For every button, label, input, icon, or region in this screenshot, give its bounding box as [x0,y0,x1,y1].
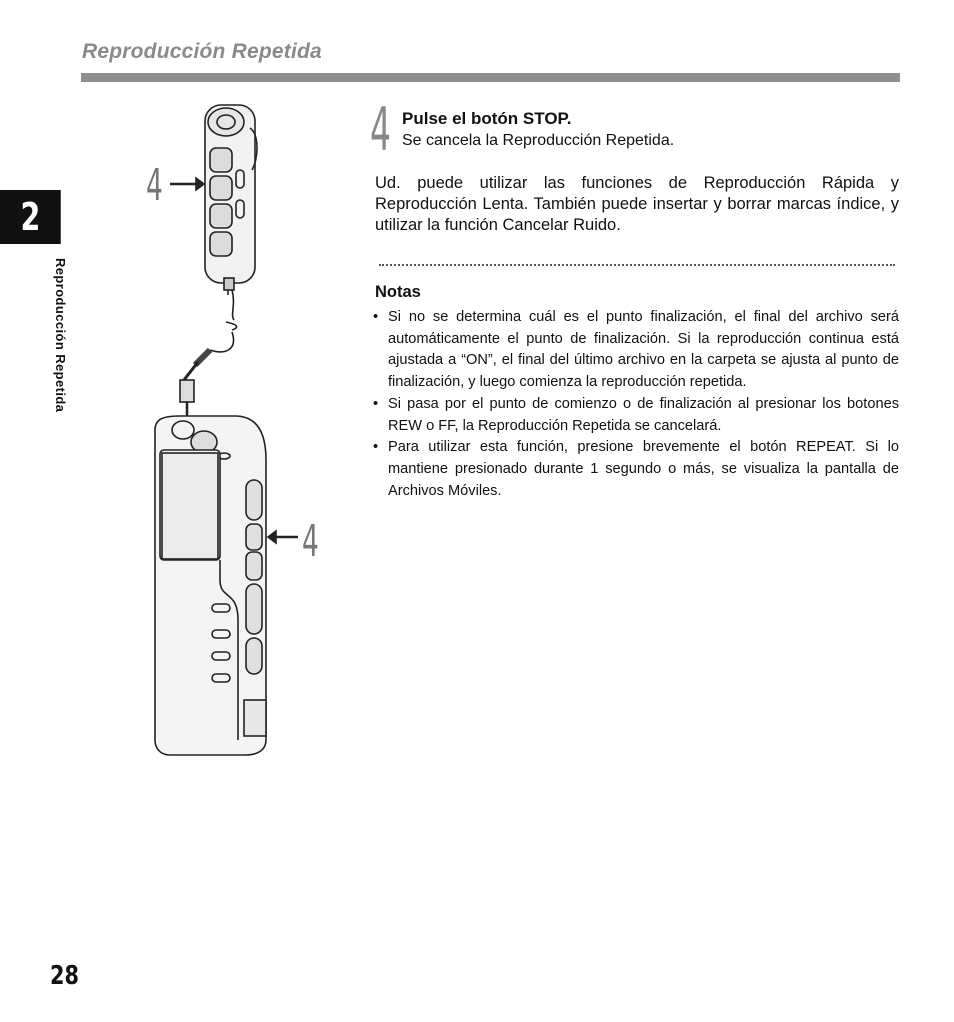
recorder-remote-illustration [140,100,370,760]
notes-heading: Notas [375,283,421,301]
note-item [373,307,899,394]
bullet-icon: • [373,395,379,412]
callout-number-bottom: 4 [302,514,319,567]
chapter-tab: 2 [0,190,61,244]
page-number: 28 [50,961,79,991]
voice-recorder-image [155,416,266,755]
cable-image [210,290,237,352]
step-number: 4 [370,95,392,165]
body-paragraph: Ud. puede utilizar las funciones de Reproducción Rápida y Reproducción Lenta. También puede insertar y borrar marcas índice, y utilizar la función Cancelar Ruido. [375,174,899,234]
bullet-icon: • [373,309,379,325]
note-item [373,394,899,437]
note-text: Si pasa por el punto de comienzo o de finalización al presionar los botones REW o FF, la Reproducción Repetida se cancelará. [388,395,899,434]
note-text: Si no se determina cuál es el punto finalización, el final del archivo será automáticamente el punto de finalización. Si la reproducción continua está ajustada a “ON”, el final del último archivo en la carpeta se ajusta al punto de finalización, y luego comienza la reproducción repetida. [388,309,899,391]
section-title: Reproducción Repetida [82,40,322,63]
note-item [373,437,899,502]
bullet-icon: • [373,439,379,456]
title-divider-bar [81,73,900,82]
note-text: Para utilizar esta función, presione brevemente el botón REPEAT. Si lo mantiene presionado durante 1 segundo o más, se visualiza la pantalla de Archivos Móviles. [388,439,899,499]
step-description: Se cancela la Reproducción Repetida. [402,132,675,149]
callout-number-top: 4 [146,158,163,211]
step-title: Pulse el botón STOP. [402,109,572,128]
side-section-label: Reproducción Repetida [53,258,68,413]
remote-control-image [205,105,257,295]
notes-list [373,307,899,502]
dotted-separator [379,264,895,266]
